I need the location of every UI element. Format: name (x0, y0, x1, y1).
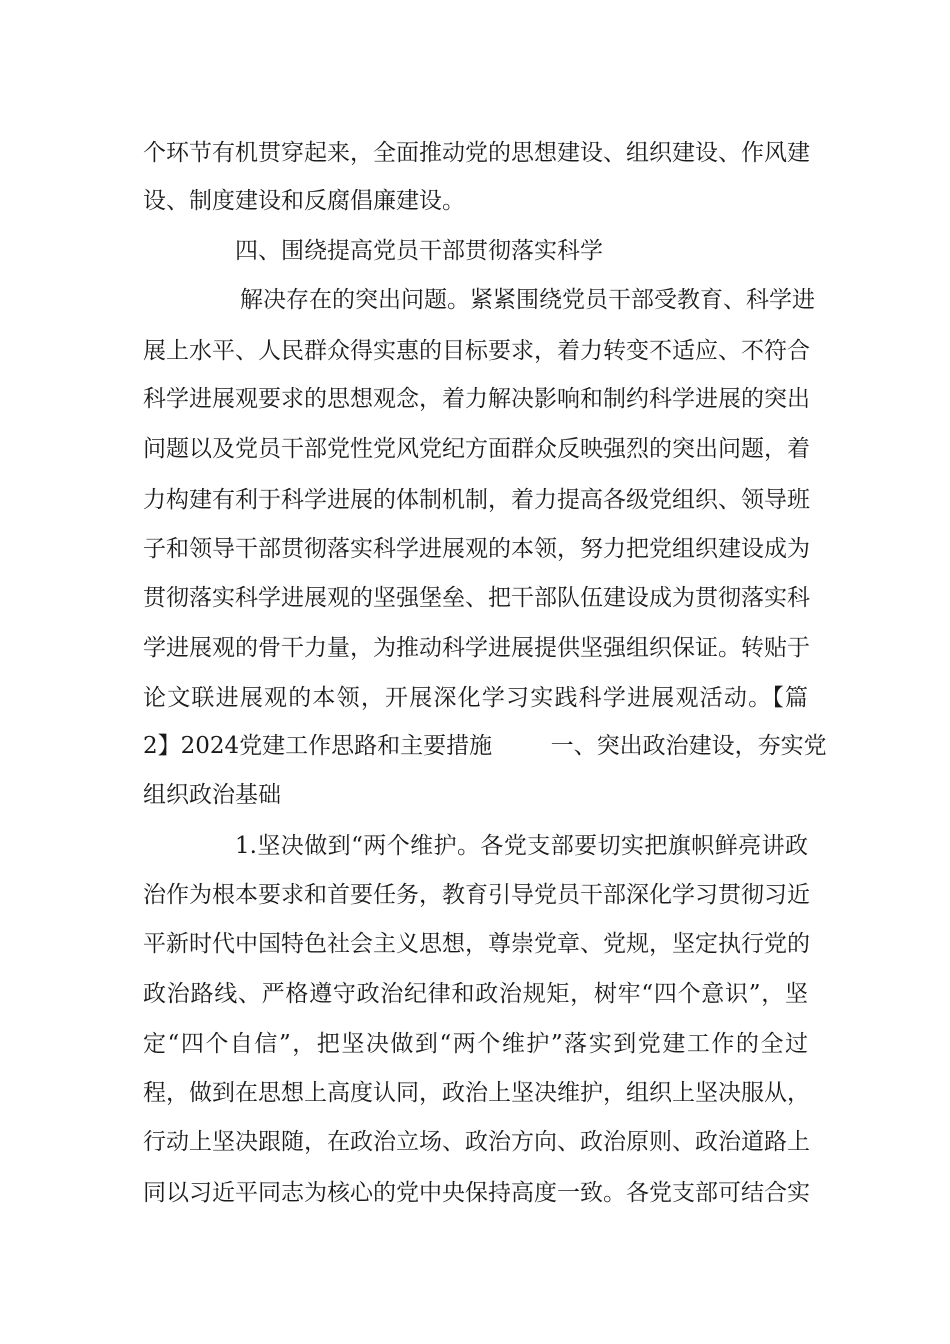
text-line-15: 1.坚决做到“两个维护。各党支部要切实把旗帜鲜亮讲政 (235, 833, 808, 859)
text-line-4: 解决存在的突出问题。紧紧围绕党员干部受教育、科学进 (240, 287, 815, 313)
text-line-2: 设、制度建设和反腐倡廉建设。 (143, 188, 465, 214)
text-line-5: 展上水平、人民群众得实惠的目标要求，着力转变不适应、不符合 (143, 338, 810, 364)
text-line-8: 力构建有利于科学进展的体制机制，着力提高各级党组织、领导班 (143, 487, 810, 513)
text-line-6: 科学进展观要求的思想观念，着力解决影响和制约科学进展的突出 (143, 386, 810, 412)
text-line-18: 政治路线、严格遵守政治纪律和政治规矩，树牢“四个意识”，坚 (143, 981, 808, 1007)
text-line-12: 论文联进展观的本领，开展深化学习实践科学进展观活动。【篇 (143, 685, 808, 711)
text-line-21: 行动上坚决跟随，在政治立场、政治方向、政治原则、政治道路上 (143, 1129, 810, 1155)
text-line-14: 组织政治基础 (143, 782, 281, 808)
text-line-9: 子和领导干部贯彻落实科学进展观的本领，努力把党组织建设成为 (143, 536, 810, 562)
text-line-20: 程，做到在思想上高度认同，政治上坚决维护，组织上坚决服从， (143, 1080, 810, 1106)
text-line-1: 个环节有机贯穿起来，全面推动党的思想建设、组织建设、作风建 (143, 140, 810, 166)
text-line-10: 贯彻落实科学进展观的坚强堡垒、把干部队伍建设成为贯彻落实科 (143, 585, 810, 611)
text-line-19: 定“四个自信”，把坚决做到“两个维护”落实到党建工作的全过 (143, 1031, 808, 1057)
text-line-22: 同以习近平同志为核心的党中央保持高度一致。各党支部可结合实 (143, 1180, 810, 1206)
text-line-17: 平新时代中国特色社会主义思想，尊崇党章、党规，坚定执行党的 (143, 931, 810, 957)
section-heading-4: 四、围绕提高党员干部贯彻落实科学 (235, 238, 603, 264)
text-line-11: 学进展观的骨干力量，为推动科学进展提供坚强组织保证。转贴于 (143, 635, 810, 661)
text-line-7: 问题以及党员干部党性党风党纪方面群众反映强烈的突出问题，着 (143, 436, 810, 462)
text-line-13: 2】2024党建工作思路和主要措施 一、突出政治建设，夯实党 (143, 733, 827, 759)
text-line-16: 治作为根本要求和首要任务，教育引导党员干部深化学习贯彻习近 (143, 882, 810, 908)
